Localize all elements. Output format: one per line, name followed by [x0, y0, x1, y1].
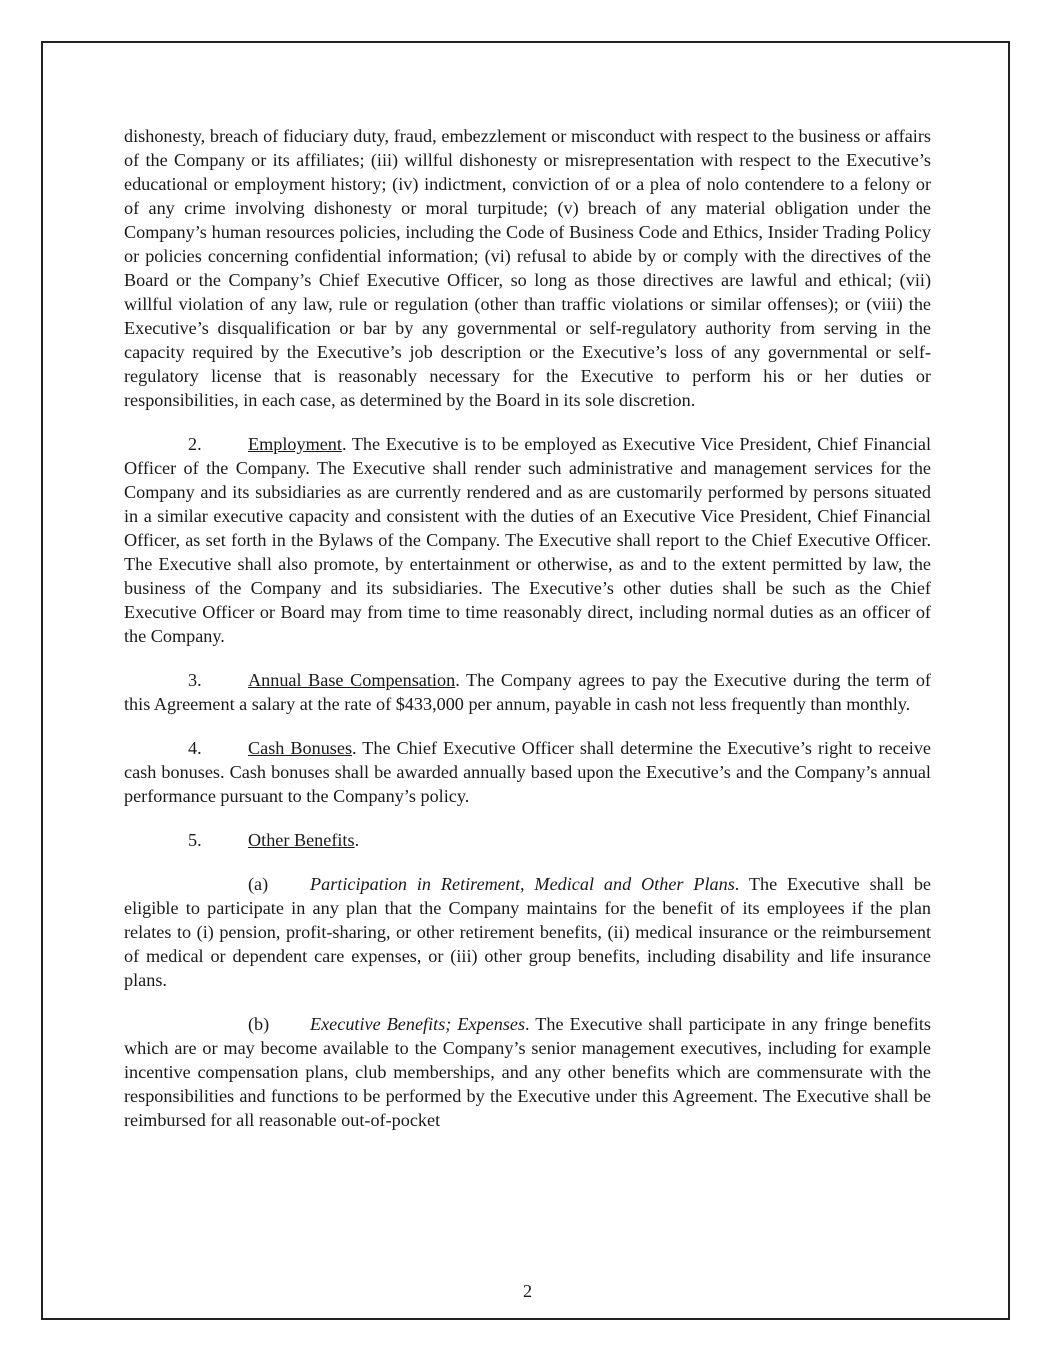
page-number: 2 [522, 1281, 533, 1301]
section-compensation [124, 668, 931, 716]
section-number: 4. [188, 738, 202, 758]
section-other-benefits [124, 828, 931, 852]
subsection-number: (a) [248, 874, 269, 894]
intro-paragraph: dishonesty, breach of fiduciary duty, fraud, embezzlement or misconduct with respect to the business or affairs of the Company or its affiliates; (iii) willful dishonesty or misrepresentation with respect to the Executive’s educational or employment history; (iv) indictment, conviction of or a plea of nolo contendere to a felony or of any crime involving dishonesty or moral turpitude; (v) breach of any material obligation under the Company’s human resources policies, including the Code of Business Code and Ethics, Insider Trading Policy or policies concerning confidential information; (vi) refusal to abide by or comply with the directives of the Board or the Company’s Chief Executive Officer, so long as those directives are lawful and ethical; (vii) willful violation of any law, rule or regulation (other than traffic violations or similar offenses); or (viii) the Executive’s disqualification or bar by any governmental or self-regulatory authority from serving in the capacity required by the Executive’s job description or the Executive’s loss of any governmental or self-regulatory license that is reasonably necessary for the Executive to perform his or her duties or responsibilities, in each case, as determined by the Board in its sole discretion. [124, 126, 931, 410]
section-heading: Cash Bonuses [248, 738, 353, 758]
section-text: . The Executive is to be employed as Executive Vice President, Chief Financial Officer of the Company. The Executive shall render such administrative and management services for the Company and its subsidiaries as are currently rendered and as are customarily performed by persons situated in a similar executive capacity and consistent with the duties of an Executive Vice President, Chief Financial Officer, as set forth in the Bylaws of the Company. The Executive shall report to the Chief Executive Officer. The Executive shall also promote, by entertainment or otherwise, as and to the extent permitted by law, the business of the Company and its subsidiaries. The Executive’s other duties shall be such as the Chief Executive Officer or Board may from time to time reasonably direct, including normal duties as an officer of the Company. [124, 434, 931, 646]
section-number: 3. [188, 670, 202, 690]
section-employment [124, 432, 931, 648]
section-bonuses [124, 736, 931, 808]
subsection-number: (b) [248, 1014, 270, 1034]
section-text: . The Chief Executive Officer shall determine the Executive’s right to receive cash bonuses. Cash bonuses shall be awarded annually based upon the Executive’s and the Company’s annual performance pursuant to the Company’s policy. [124, 738, 931, 806]
document-body [124, 124, 931, 1152]
section-heading: Other Benefits [248, 830, 355, 850]
section-heading: Annual Base Compensation [248, 670, 456, 690]
section-number: 2. [188, 434, 202, 454]
section-text: . [354, 830, 360, 850]
subsection-heading: Participation in Retirement, Medical and Other Plans [310, 874, 735, 894]
subsection-heading: Executive Benefits; Expenses [310, 1014, 526, 1034]
subsection-b [124, 1012, 931, 1132]
section-number: 5. [188, 830, 202, 850]
subsection-text: . The Executive shall be eligible to participate in any plan that the Company maintains for the benefit of its employees if the plan relates to (i) pension, profit-sharing, or other retirement benefits, (ii) medical insurance or the reimbursement of medical or dependent care expenses, or (iii) other group benefits, including disability and life insurance plans. [124, 874, 931, 990]
subsection-text: . The Executive shall participate in any fringe benefits which are or may become available to the Company’s senior management executives, including for example incentive compensation plans, club memberships, and any other benefits which are commensurate with the responsibilities and functions to be performed by the Executive under this Agreement. The Executive shall be reimbursed for all reasonable out-of-pocket [124, 1014, 931, 1130]
section-heading: Employment [248, 434, 342, 454]
subsection-a [124, 872, 931, 992]
section-text: . The Company agrees to pay the Executive during the term of this Agreement a salary at the rate of $433,000 per annum, payable in cash not less frequently than monthly. [124, 670, 931, 714]
